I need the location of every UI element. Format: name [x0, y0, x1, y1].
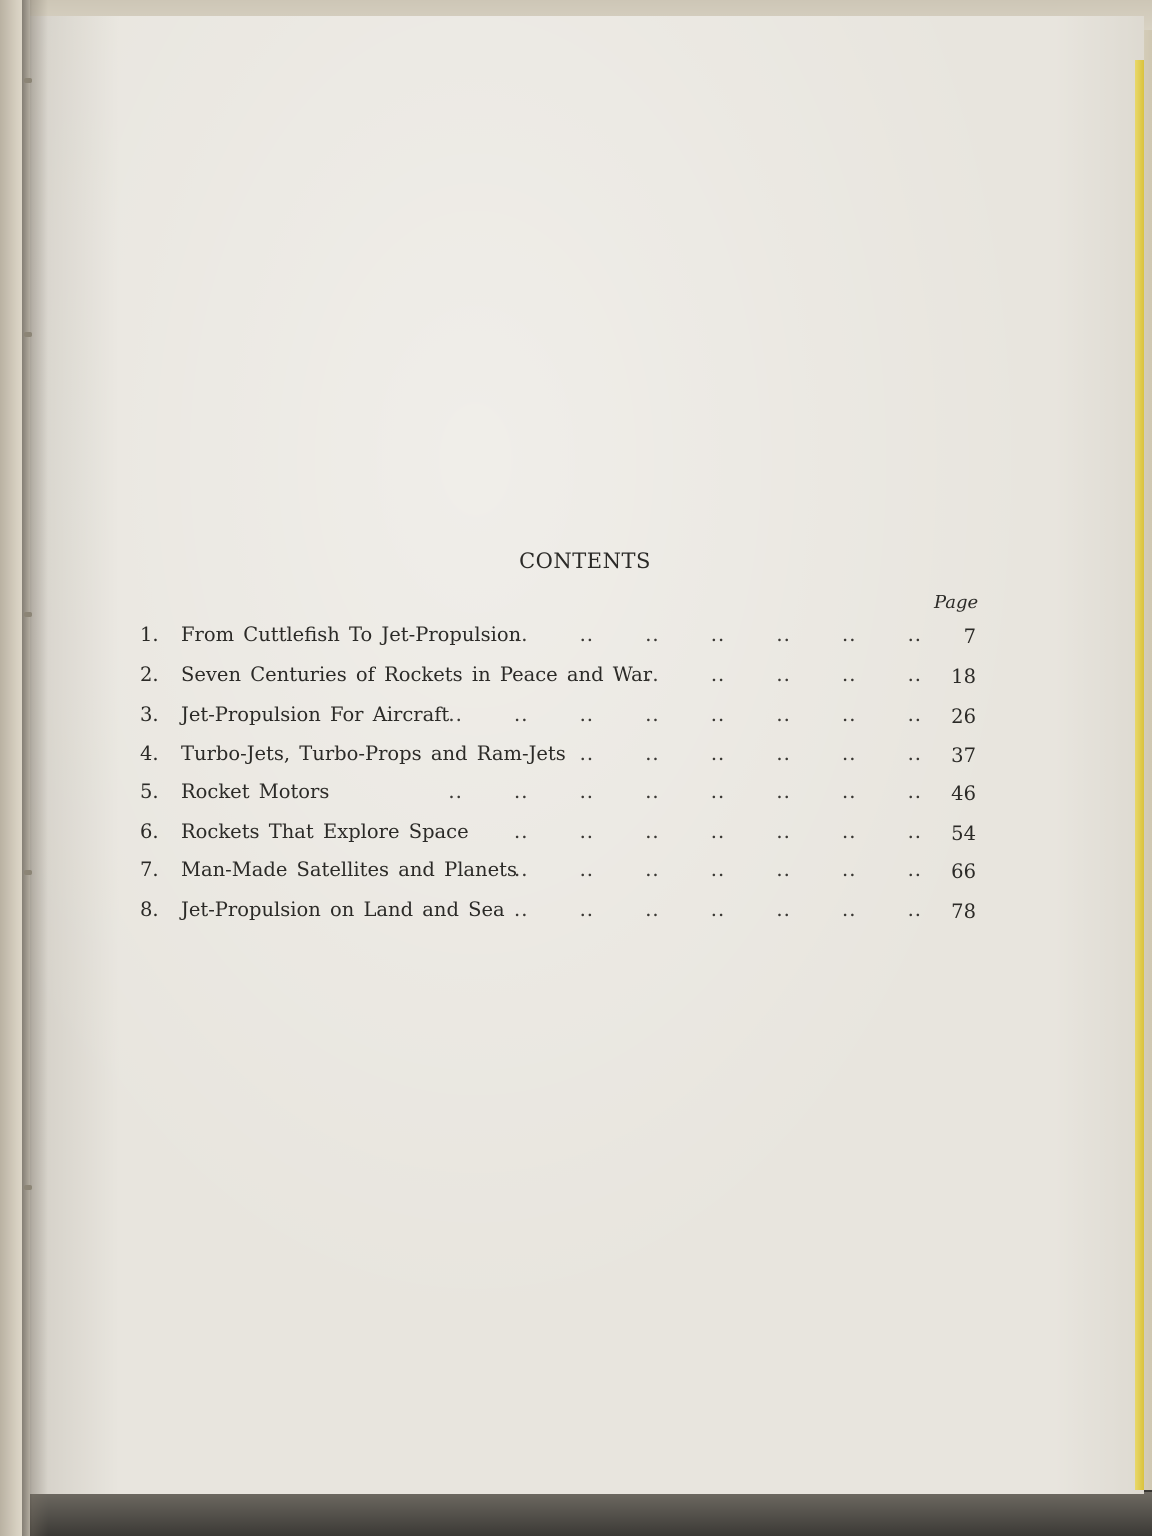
chapter-page: 37 [951, 744, 976, 767]
chapter-title: Turbo-Jets, Turbo-Props and Ram-Jets [181, 742, 566, 765]
chapter-title: Jet-Propulsion on Land and Sea [181, 898, 505, 921]
chapter-number: 4. [140, 742, 159, 765]
toc-entry [140, 820, 980, 850]
toc-entry [140, 703, 980, 733]
chapter-title: From Cuttlefish To Jet-Propulsion [181, 623, 522, 646]
toc-entry [140, 858, 980, 888]
dot-leaders: .. .. .. .. .. .. .. .. [448, 703, 922, 726]
chapter-page: 7 [963, 625, 976, 648]
chapter-page: 18 [951, 665, 976, 688]
chapter-title: Seven Centuries of Rockets in Peace and War [181, 663, 653, 686]
toc-entry [140, 623, 980, 653]
dot-leaders: .. .. .. .. .. .. .. [514, 858, 922, 881]
chapter-number: 5. [140, 780, 159, 803]
chapter-number: 6. [140, 820, 159, 843]
chapter-title: Jet-Propulsion For Aircraft [181, 703, 450, 726]
chapter-page: 46 [951, 782, 976, 805]
chapter-number: 2. [140, 663, 159, 686]
chapter-title: Man-Made Satellites and Planets [181, 858, 517, 881]
chapter-page: 54 [951, 822, 976, 845]
dot-leaders: .. .. .. .. .. [645, 663, 922, 686]
page-column-label: Page [934, 592, 979, 613]
chapter-page: 66 [951, 860, 976, 883]
toc-entry [140, 898, 980, 928]
toc-entry [140, 742, 980, 772]
dot-leaders: .. .. .. .. .. .. .. [514, 898, 922, 921]
contents-heading: CONTENTS [519, 549, 651, 573]
chapter-title: Rockets That Explore Space [181, 820, 469, 843]
dot-leaders: .. .. .. .. .. .. .. [514, 623, 922, 646]
toc-entry [140, 780, 980, 810]
dot-leaders: .. .. .. .. .. .. [579, 742, 922, 765]
chapter-page: 26 [951, 705, 976, 728]
chapter-number: 7. [140, 858, 159, 881]
chapter-number: 3. [140, 703, 159, 726]
chapter-number: 1. [140, 623, 159, 646]
chapter-title: Rocket Motors [181, 780, 330, 803]
chapter-page: 78 [951, 900, 976, 923]
toc-entry [140, 663, 980, 693]
chapter-number: 8. [140, 898, 159, 921]
dot-leaders: .. .. .. .. .. .. .. .. [448, 780, 922, 803]
dot-leaders: .. .. .. .. .. .. .. [514, 820, 922, 843]
